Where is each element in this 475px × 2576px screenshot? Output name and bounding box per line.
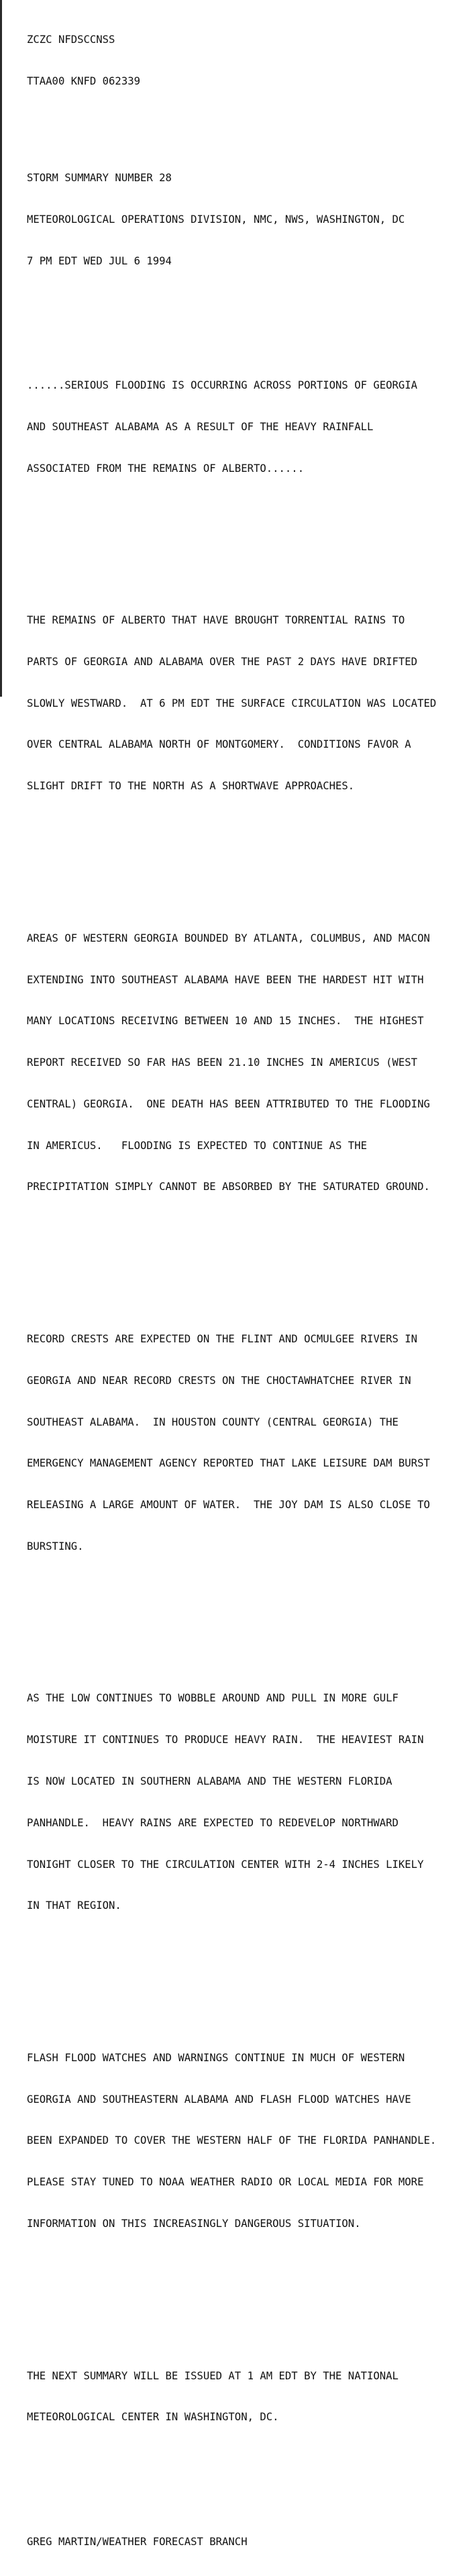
paragraph-line: REPORT RECEIVED SO FAR HAS BEEN 21.10 INCHES IN AMERICUS (WEST (27, 1056, 418, 1069)
paragraph-line: SOUTHEAST ALABAMA. IN HOUSTON COUNTY (CENTRAL GEORGIA) THE (27, 1416, 399, 1428)
paragraph-line: SLOWLY WESTWARD. AT 6 PM EDT THE SURFACE CIRCULATION WAS LOCATED (27, 697, 437, 709)
paragraph-line: IN THAT REGION. (27, 1899, 121, 1912)
paragraph-line: IS NOW LOCATED IN SOUTHERN ALABAMA AND THE WESTERN FLORIDA (27, 1775, 392, 1787)
paragraph-line: PARTS OF GEORGIA AND ALABAMA OVER THE PAST 2 DAYS HAVE DRIFTED (27, 655, 418, 668)
paragraph-line: METEOROLOGICAL CENTER IN WASHINGTON, DC. (27, 2411, 279, 2424)
paragraph-line: RECORD CRESTS ARE EXPECTED ON THE FLINT AND OCMULGEE RIVERS IN (27, 1333, 418, 1345)
paragraph-line: MANY LOCATIONS RECEIVING BETWEEN 10 AND 15 INCHES. THE HIGHEST (27, 1015, 424, 1028)
paragraph-line: MOISTURE IT CONTINUES TO PRODUCE HEAVY RAIN. THE HEAVIEST RAIN (27, 1734, 424, 1746)
paragraph-line: RELEASING A LARGE AMOUNT OF WATER. THE JOY DAM IS ALSO CLOSE TO (27, 1499, 430, 1512)
paragraph-line: PLEASE STAY TUNED TO NOAA WEATHER RADIO OR LOCAL MEDIA FOR MORE (27, 2176, 424, 2189)
paragraph-flash-flood (27, 2024, 470, 2259)
title-line-3: 7 PM EDT WED JUL 6 1994 (27, 254, 172, 267)
blank-line (27, 116, 470, 130)
blank-line (27, 2479, 470, 2493)
paragraph-line: PANHANDLE. HEAVY RAINS ARE EXPECTED TO REDEVELOP NORTHWARD (27, 1816, 399, 1829)
paragraph-line: ASSOCIATED FROM THE REMAINS OF ALBERTO...... (27, 462, 305, 475)
paragraph-line: THE REMAINS OF ALBERTO THAT HAVE BROUGHT TORRENTIAL RAINS TO (27, 614, 405, 627)
paragraph-line: BEEN EXPANDED TO COVER THE WESTERN HALF OF THE FLORIDA PANHANDLE. (27, 2134, 437, 2147)
paragraph-next-summary (27, 2341, 470, 2452)
paragraph-line: OVER CENTRAL ALABAMA NORTH OF MONTGOMERY. CONDITIONS FAVOR A (27, 738, 411, 751)
title-line-1: STORM SUMMARY NUMBER 28 (27, 172, 172, 185)
paragraph-line: GEORGIA AND NEAR RECORD CRESTS ON THE CHOCTAWHATCHEE RIVER IN (27, 1374, 411, 1387)
signature: GREG MARTIN/WEATHER FORECAST BRANCH (27, 2535, 248, 2548)
paragraph-line: EMERGENCY MANAGEMENT AGENCY REPORTED THAT LAKE LEISURE DAM BURST (27, 1457, 430, 1470)
paragraph-line: BURSTING. (27, 1540, 84, 1552)
blank-line (27, 848, 470, 862)
paragraph-headline (27, 351, 470, 503)
paragraph-line: FLASH FLOOD WATCHES AND WARNINGS CONTINUE IN MUCH OF WESTERN (27, 2051, 405, 2064)
paragraph-line: GEORGIA AND SOUTHEASTERN ALABAMA AND FLASH FLOOD WATCHES HAVE (27, 2093, 411, 2106)
paragraph-areas (27, 904, 470, 1222)
paragraph-line: SLIGHT DRIFT TO THE NORTH AS A SHORTWAVE APPROACHES. (27, 780, 355, 793)
paragraph-remains (27, 586, 470, 821)
blank-line (27, 1609, 470, 1623)
paragraph-line: INFORMATION ON THIS INCREASINGLY DANGEROUS SITUATION. (27, 2218, 361, 2230)
paragraph-line: CENTRAL) GEORGIA. ONE DEATH HAS BEEN ATTRIBUTED TO THE FLOODING (27, 1097, 430, 1110)
blank-line (27, 1968, 470, 1982)
blank-line (27, 295, 470, 309)
header-line-2: TTAA00 KNFD 062339 (27, 75, 140, 87)
paragraph-line: AND SOUTHEAST ALABAMA AS A RESULT OF THE HEAVY RAINFALL (27, 420, 374, 433)
paragraph-line: PRECIPITATION SIMPLY CANNOT BE ABSORBED BY THE SATURATED GROUND. (27, 1181, 430, 1193)
paragraph-record-crests (27, 1305, 470, 1581)
paragraph-line: AS THE LOW CONTINUES TO WOBBLE AROUND AND PULL IN MORE GULF (27, 1692, 399, 1705)
paragraph-line: AREAS OF WESTERN GEORGIA BOUNDED BY ATLANTA, COLUMBUS, AND MACON (27, 932, 430, 944)
title-line-2: METEOROLOGICAL OPERATIONS DIVISION, NMC, NWS, WASHINGTON, DC (27, 213, 405, 226)
blank-line (27, 531, 470, 545)
blank-line (27, 1249, 470, 1263)
paragraph-line: ......SERIOUS FLOODING IS OCCURRING ACROSS PORTIONS OF GEORGIA (27, 379, 418, 392)
paragraph-line: TONIGHT CLOSER TO THE CIRCULATION CENTER WITH 2-4 INCHES LIKELY (27, 1858, 424, 1871)
paragraph-low-wobble (27, 1664, 470, 1940)
paragraph-line: EXTENDING INTO SOUTHEAST ALABAMA HAVE BEEN THE HARDEST HIT WITH (27, 973, 424, 986)
scan-edge (0, 0, 2, 697)
bulletin-text (27, 5, 470, 2576)
blank-line (27, 2286, 470, 2300)
paragraph-line: THE NEXT SUMMARY WILL BE ISSUED AT 1 AM EDT BY THE NATIONAL (27, 2369, 399, 2382)
header-line-1: ZCZC NFDSCCNSS (27, 34, 115, 46)
paragraph-line: IN AMERICUS. FLOODING IS EXPECTED TO CONTINUE AS THE (27, 1139, 367, 1152)
